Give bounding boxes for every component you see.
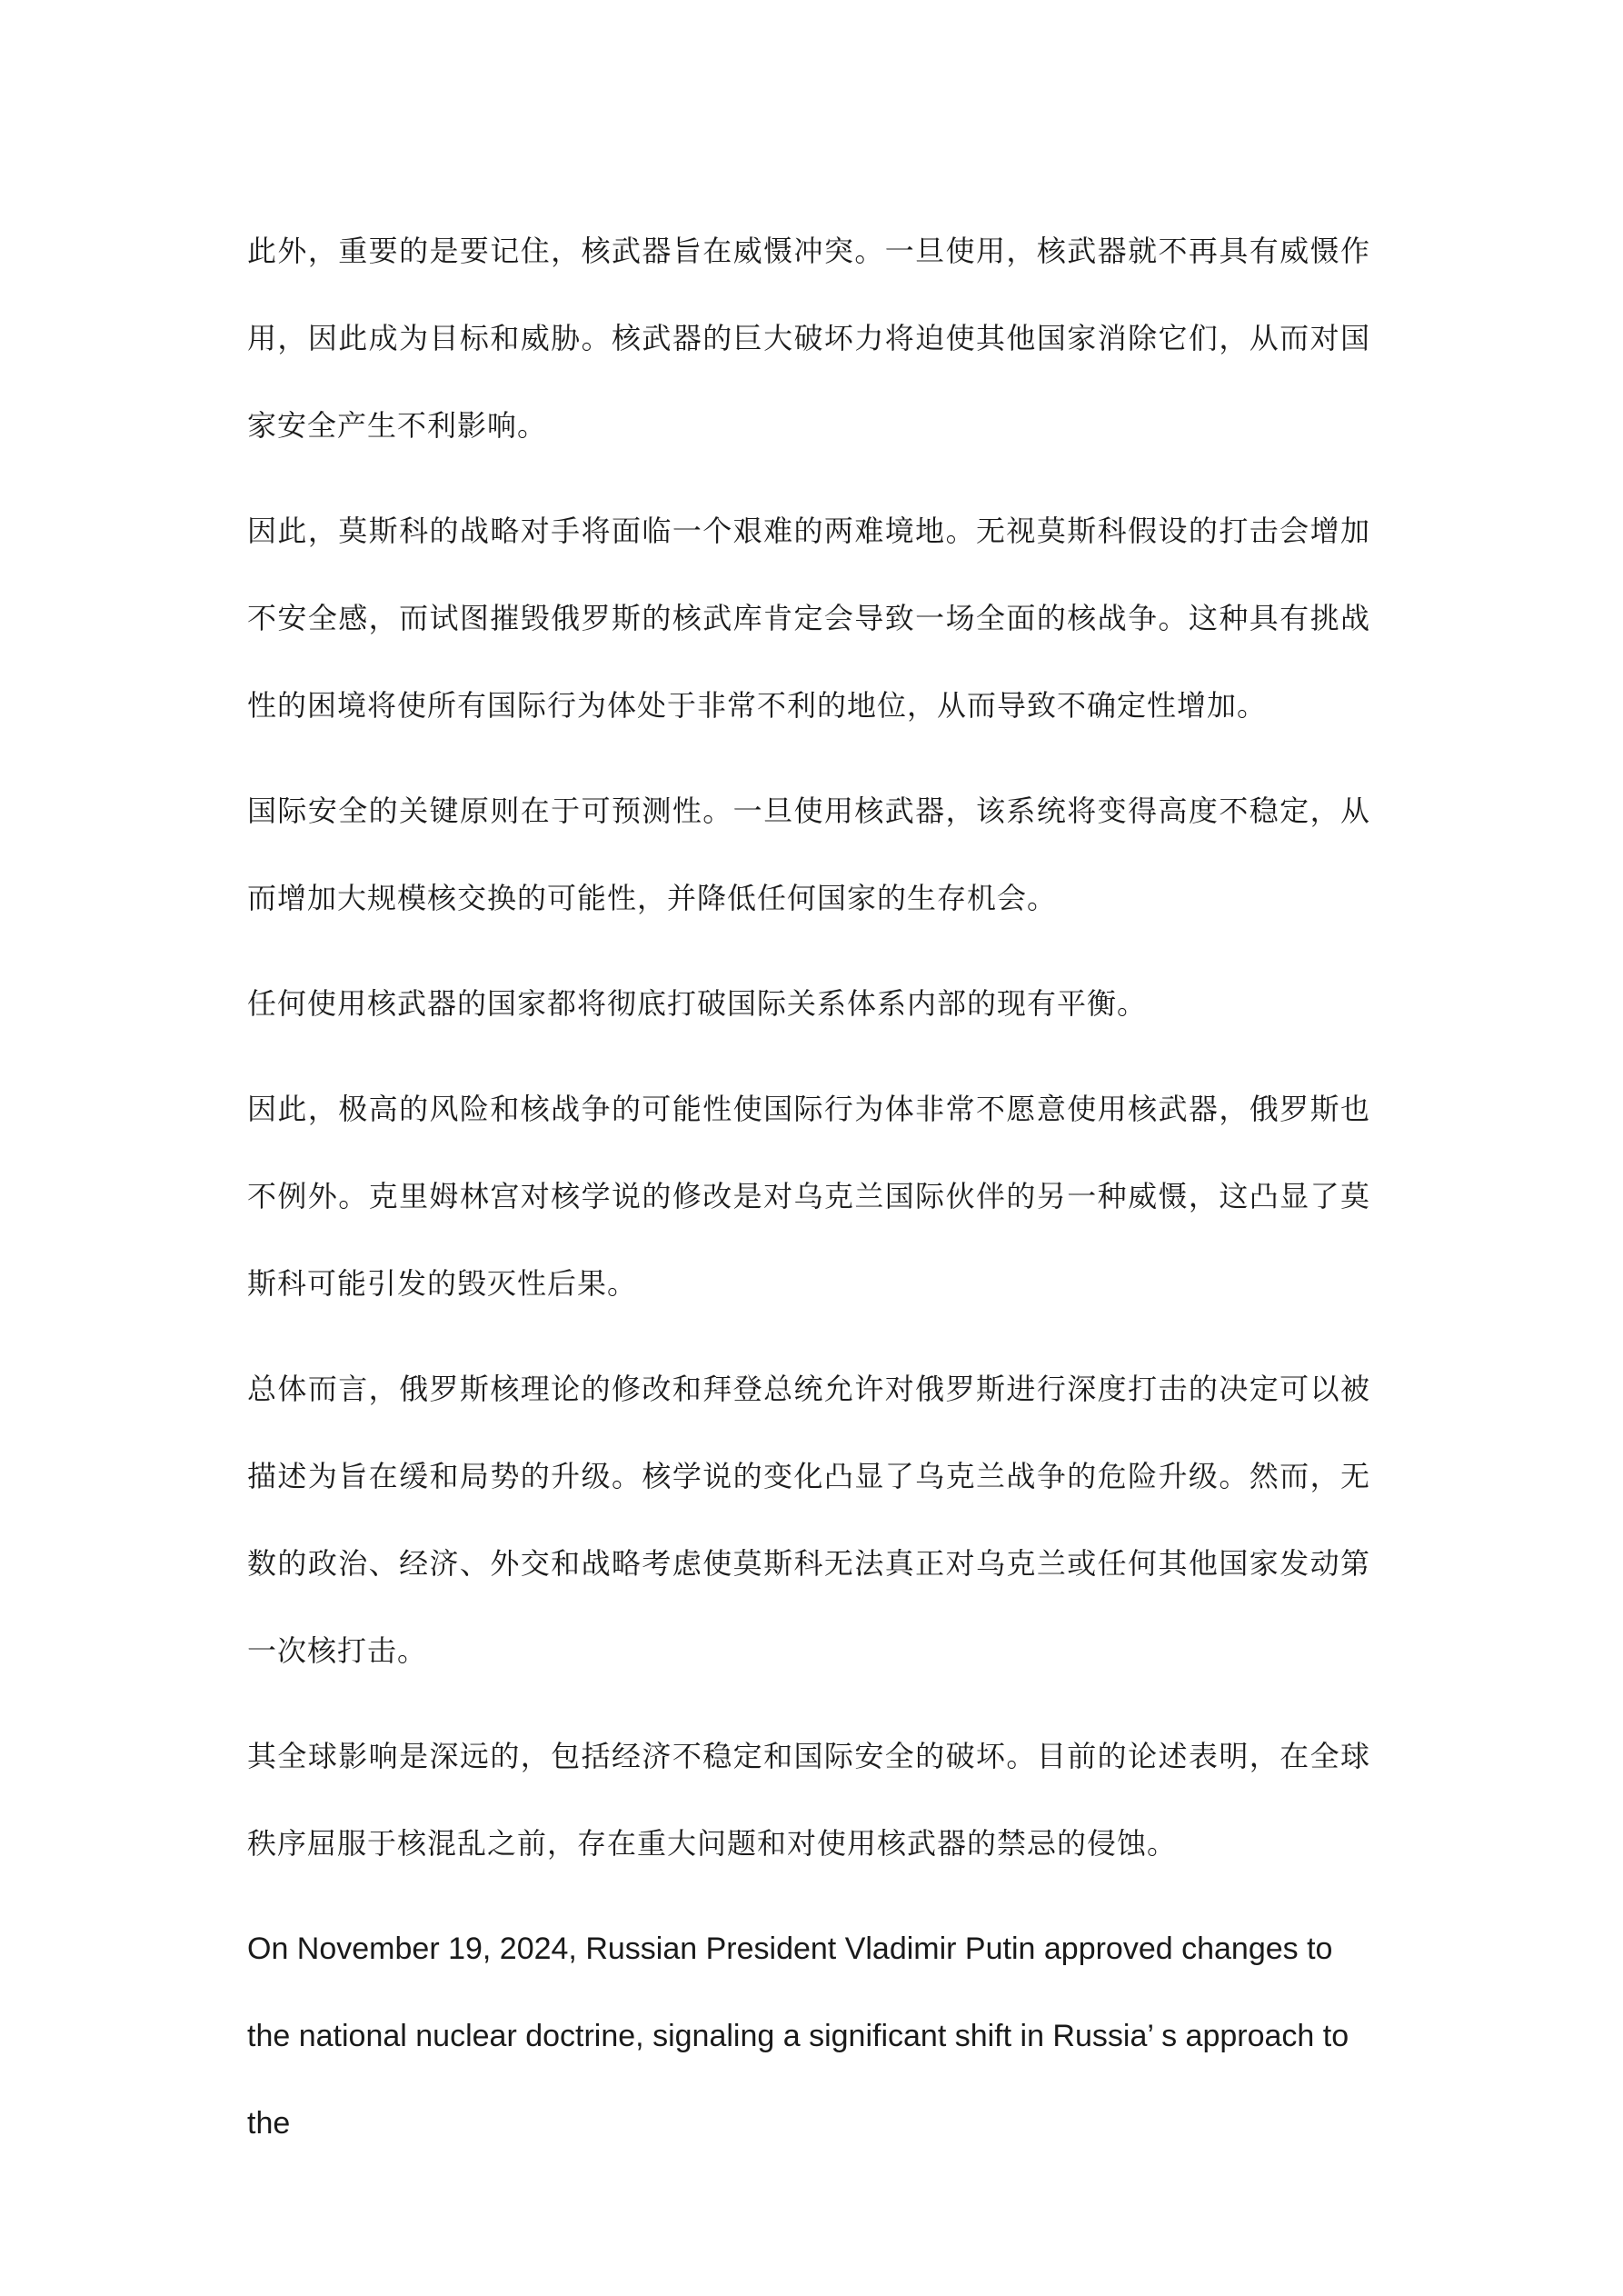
paragraph-dilemma: 因此，莫斯科的战略对手将面临一个艰难的两难境地。无视莫斯科假设的打击会增加不安全感，而试图摧毁俄罗斯的核武库肯定会导致一场全面的核战争。这种具有挑战性的困境将使所有国际行为体处于非常不利的地位，从而导致不确定性增加。 xyxy=(247,514,1370,723)
paragraph-overall: 总体而言，俄罗斯核理论的修改和拜登总统允许对俄罗斯进行深度打击的决定可以被描述为旨在缓和局势的升级。核学说的变化凸显了乌克兰战争的危险升级。然而，无数的政治、经济、外交和战略考虑使莫斯科无法真正对乌克兰或任何其他国家发动第一次核打击。 xyxy=(247,1372,1370,1668)
paragraph-english-intro: On November 19, 2024, Russian President Vladimir Putin approved changes to the national nuclear doctrine, signaling a significant shift in Russia’ s approach to the xyxy=(247,1932,1349,2141)
paragraph-global-impact: 其全球影响是深远的，包括经济不稳定和国际安全的破坏。目前的论述表明，在全球秩序屈服于核混乱之前，存在重大问题和对使用核武器的禁忌的侵蚀。 xyxy=(247,1739,1370,1861)
paragraph-reluctance: 因此，极高的风险和核战争的可能性使国际行为体非常不愿意使用核武器，俄罗斯也不例外。克里姆林宫对核学说的修改是对乌克兰国际伙伴的另一种威慑，这凸显了莫斯科可能引发的毁灭性后果。 xyxy=(247,1092,1370,1301)
paragraph-predictability: 国际安全的关键原则在于可预测性。一旦使用核武器，该系统将变得高度不稳定，从而增加大规模核交换的可能性，并降低任何国家的生存机会。 xyxy=(247,794,1370,915)
paragraph-deterrence: 此外，重要的是要记住，核武器旨在威慑冲突。一旦使用，核武器就不再具有威慑作用，因此成为目标和威胁。核武器的巨大破坏力将迫使其他国家消除它们，从而对国家安全产生不利影响。 xyxy=(247,234,1370,443)
paragraph-balance: 任何使用核武器的国家都将彻底打破国际关系体系内部的现有平衡。 xyxy=(247,986,1148,1021)
document-body xyxy=(247,207,1370,2185)
